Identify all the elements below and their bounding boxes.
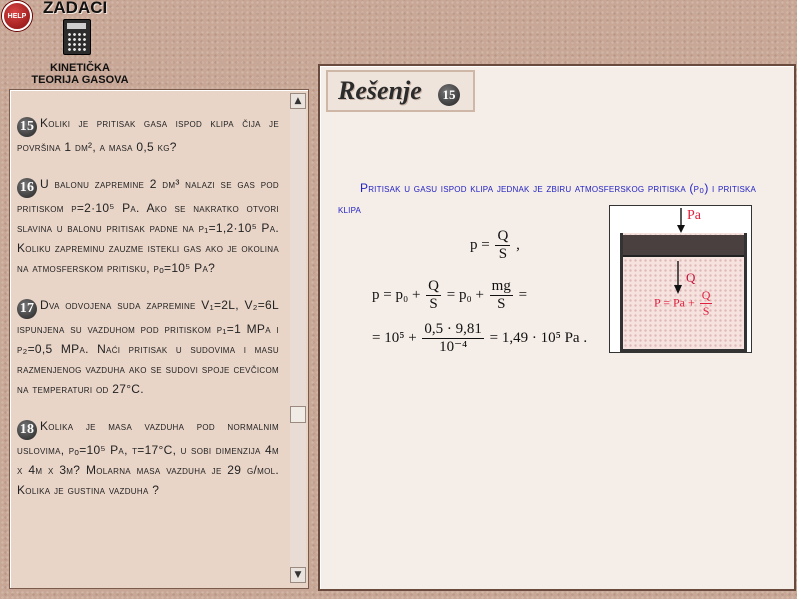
problem-item[interactable] xyxy=(12,174,285,278)
solution-panel xyxy=(318,64,796,591)
diagram-pressure-equation: P = Pa + $\frac{Q}{S}$ xyxy=(654,288,711,318)
problem-number-icon: 16 xyxy=(17,178,37,198)
problem-item[interactable] xyxy=(12,416,285,500)
problem-item[interactable] xyxy=(12,295,285,399)
problem-text: Koliki je pritisak gasa ispod klipa čija je površina 1 dm², a masa 0,5 kg? xyxy=(17,116,279,154)
problem-item[interactable] xyxy=(12,113,285,157)
problem-number-icon: 15 xyxy=(17,117,37,137)
scroll-up-icon[interactable]: ▲ xyxy=(290,93,306,109)
solution-number-icon: 15 xyxy=(438,84,460,106)
problem-number-icon: 17 xyxy=(17,299,37,319)
problems-scrollbar[interactable] xyxy=(290,93,306,583)
problem-text: Kolika je masa vazduha pod normalnim uslovima, pₒ=10⁵ Pa, t=17°C, u sobi dimenzija 4m x 4m x 3m? Molarna masa vazduha je 29 g/mol. Kolika je gustina vazduha ? xyxy=(17,419,279,497)
formula-pressure-sum: p = p₀ + $\frac{Q}{S}$ = p₀ + $\frac{mg}{S}$ = xyxy=(372,278,528,312)
scroll-down-icon[interactable]: ▼ xyxy=(290,567,306,583)
piston-diagram xyxy=(609,205,752,353)
calculator-icon[interactable] xyxy=(63,19,91,55)
formula-pressure-result: = 10⁵ + $\frac{0,5 \cdot 9,81}{\text{10⁻⁴}}$ = 1,49 · 10⁵ Pa . xyxy=(372,321,588,355)
problem-text: Dva odvojena suda zapremine V₁=2L, V₂=6L ispunjena su vazduhom pod pritiskom p₁=1 MPa i p₂=0,5 MPa. Naći pritisak u sudovima i masu razmenjenog vazduha ako se sudovi spoje cevčicom na temperaturi od 27°C. xyxy=(17,298,279,396)
help-button[interactable]: HELP xyxy=(2,1,32,31)
solution-intro: Pritisak u gasu ispod klipa jednak je zbiru atmosferskog pritiska (p₀) i pritiska klipa xyxy=(338,181,757,216)
down-arrow-icon xyxy=(676,208,686,234)
atmospheric-pressure-label: Pa xyxy=(687,208,701,223)
app-title: ZADACI xyxy=(43,0,108,17)
section-subtitle: KINETIČKA TEORIJA GASOVA xyxy=(31,62,129,86)
problem-number-icon: 18 xyxy=(17,420,37,440)
weight-label: Q xyxy=(686,270,696,285)
scroll-thumb[interactable] xyxy=(290,406,306,423)
problems-panel xyxy=(9,89,309,589)
solution-heading: Rešenje 15 xyxy=(326,70,475,112)
piston xyxy=(623,235,744,257)
problems-list xyxy=(12,92,285,584)
formula-pressure-def: p = $\frac{Q}{S}$ , xyxy=(470,228,520,262)
problem-text: U balonu zapremine 2 dm³ nalazi se gas pod pritiskom p=2·10⁵ Pa. Ako se nakratko otvori slavina u balonu pritisak padne na p₁=1,2·10⁵ Pa. Koliku zapreminu zauzme istekli gas ako je okolina na atmosferskom pritisku, pₒ=10⁵ Pa? xyxy=(17,177,279,275)
